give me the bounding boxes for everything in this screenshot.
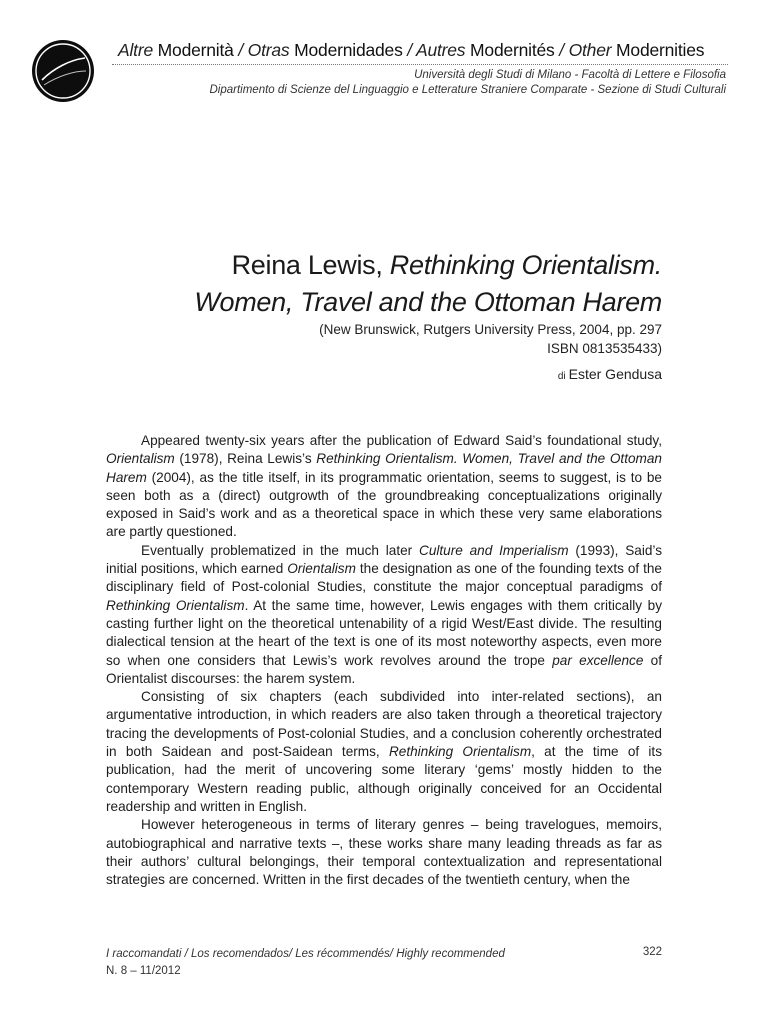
publication-info: (New Brunswick, Rutgers University Press, 2004, pp. 297 xyxy=(319,322,662,337)
body-paragraph xyxy=(106,542,662,688)
reviewer-byline xyxy=(558,366,662,382)
italic-title-ref: Orientalism xyxy=(106,451,175,467)
journal-logo xyxy=(30,38,96,104)
body-text-run: (1978), Reina Lewis’s xyxy=(174,451,317,467)
body-paragraph xyxy=(106,688,662,816)
review-body xyxy=(106,432,662,889)
body-text-run: Appeared twenty-six years after the publication of Edward Said’s foundational study, xyxy=(141,433,662,448)
journal-title-part: Modernités xyxy=(470,40,555,60)
book-title-part2: Women, Travel and the Ottoman Harem xyxy=(194,287,662,317)
italic-title-ref: Rethinking Orientalism xyxy=(388,744,532,760)
body-text-run: (1993), Said’s initial positions, which earned xyxy=(106,542,663,577)
page-number: 322 xyxy=(642,946,662,958)
body-text-run: Consisting of six chapters (each subdivided into inter-related sections), an argumentative introduction, in which readers are also taken through a theoretical trajectory tracing the developments of Post-colonial Studies, and a conclusion coherently orchestrated in both Saidean and post-Saidean terms, xyxy=(106,689,662,760)
journal-title-part: / Autres xyxy=(402,40,471,60)
italic-title-ref: par excellence xyxy=(552,652,644,668)
body-text-run: of Orientalist discourses: the harem system. xyxy=(106,652,662,686)
italic-title-ref: Culture and Imperialism xyxy=(419,542,569,558)
review-title-line1 xyxy=(232,250,662,281)
italic-title-ref: Rethinking Orientalism xyxy=(106,597,245,613)
body-text-run: , at the time of its publication, had the merit of uncovering some literary ‘gems’ mostly hidden to the contemporary Western reading public, although originally conceived for an Occidental readership and written in English. xyxy=(106,744,662,814)
body-text-run: the designation as one of the founding texts of the disciplinary field of Post-colonial Studies, constitute the major conceptual paradigms of xyxy=(106,561,662,595)
affiliation-department: Dipartimento di Scienze del Linguaggio e Letterature Straniere Comparate - Sezione di Studi Culturali xyxy=(209,84,726,96)
byline-prefix: di xyxy=(557,371,566,382)
section-label: I raccomandati / Los recomendados/ Les récommendés/ Highly recommended xyxy=(106,948,505,960)
body-paragraph xyxy=(106,816,662,889)
book-author: Reina Lewis, xyxy=(231,250,390,280)
journal-title-part: Modernidades xyxy=(294,40,403,60)
review-title-line2 xyxy=(194,287,662,318)
issue-label: N. 8 – 11/2012 xyxy=(106,965,181,977)
journal-title-part: / Other xyxy=(554,40,617,60)
body-text-run: Eventually problematized in the much later xyxy=(141,542,419,558)
journal-title xyxy=(118,40,730,61)
circle-logo-icon xyxy=(30,38,96,104)
body-text-run: . At the same time, however, Lewis engages with them critically by casting further light on the theoretical untenability of a rigid West/East divide. The resulting dialectical tension at the heart of the text is one of its most noteworthy aspects, even more so when one considers that Lewis’s work revolves around the trope xyxy=(106,597,663,668)
body-paragraph xyxy=(106,432,662,542)
book-title-part1: Rethinking Orientalism. xyxy=(389,250,662,280)
journal-title-part: Modernità xyxy=(157,40,234,60)
italic-title-ref: Rethinking Orientalism. Women, Travel and the Ottoman Harem xyxy=(106,451,662,485)
journal-title-part: / Otras xyxy=(233,40,295,60)
journal-title-part: Altre xyxy=(118,40,158,60)
italic-title-ref: Orientalism xyxy=(287,561,356,577)
header-divider xyxy=(112,64,728,65)
isbn-info: ISBN 0813535433) xyxy=(547,341,662,356)
footer-info xyxy=(106,946,505,980)
body-text-run: However heterogeneous in terms of literary genres – being travelogues, memoirs, autobiographical and narrative texts –, these works share many leading threads as far as their authors’ cultural belongings, their temporal contextualization and representational strategies are concerned. Written in the first decades of the twentieth century, when the xyxy=(106,817,662,888)
affiliation-university: Università degli Studi di Milano - Facoltà di Lettere e Filosofia xyxy=(414,69,726,81)
reviewer-name: Ester Gendusa xyxy=(568,366,662,382)
journal-title-part: Modernities xyxy=(616,40,705,60)
body-text-run: (2004), as the title itself, in its programmatic orientation, seems to suggest, is to be seen both as a (direct) outgrowth of the groundbreaking conceptualizations originally exposed in Said’s work and as a theoretical space in which these very same elaborations are partly questioned. xyxy=(106,469,662,540)
